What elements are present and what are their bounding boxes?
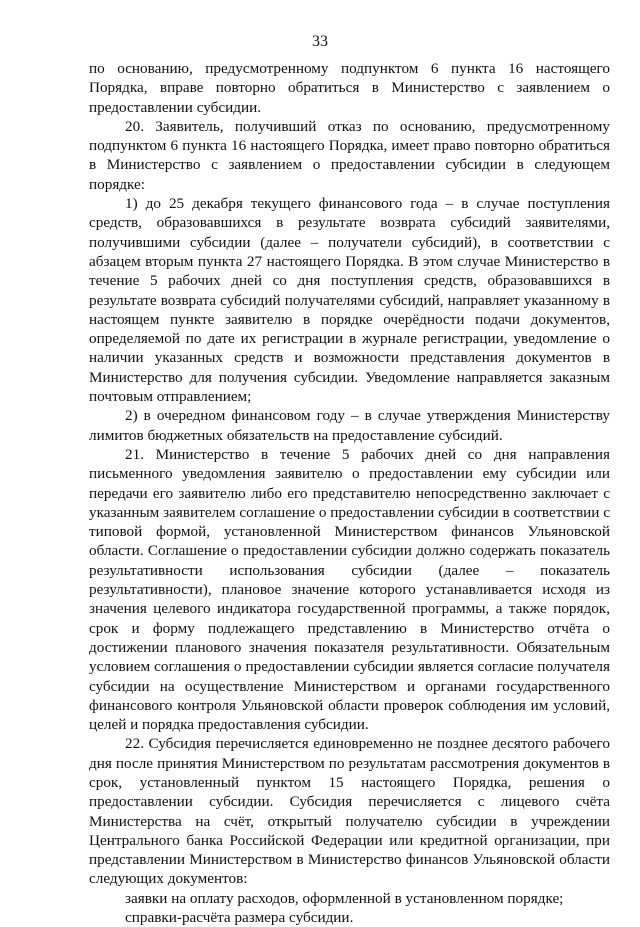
paragraph-subitem-1: 1) до 25 декабря текущего финансового года – в случае поступления средств, образовавшихся в результате возврата субсидий заявителями, получившими субсидии (далее – получатели субсидий), в соответствии с абзацем вторым пункта 27 настоящего Порядка. В этом случае Министерство в течение 5 рабочих дней со дня поступления средств, образовавшихся в результате возврата субсидий получателями субсидий, направляет указанному в настоящем пункте заявителю в порядке очерёдности подачи документов, определяемой по дате их регистрации в журнале регистрации, уведомление о наличии указанных средств и возможности представления документов в Министерство для получения субсидии. Уведомление направляется заказным почтовым отправлением; xyxy=(89,195,610,406)
list-item-subsidy-calculation: справки-расчёта размера субсидии. xyxy=(125,909,354,927)
list-item-payment-request: заявки на оплату расходов, оформленной в установленном порядке; xyxy=(125,889,564,907)
paragraph-item-21: 21. Министерство в течение 5 рабочих дней со дня направления письменного уведомления заявителю о предоставлении ему субсидии или передачи его заявителю либо его представителю непосредственно заключает с указанным заявителем соглашение о предоставлении субсидии в соответствии с типовой формой, установленной Министерством финансов Ульяновской области. Соглашение о предоставлении субсидии должно содержать показатель результативности использования субсидии (далее – показатель результативности), плановое значение которого устанавливается исходя из значения целевого индикатора государственной программы, а также порядок, срок и форму подлежащего представлению в Министерство отчёта о достижении планового значения показателя результативности. Обязательным условием соглашения о предоставлении субсидии является согласие получателя субсидии на осуществление Министерством и органами государственного финансового контроля Ульяновской области проверок соблюдения им условий, целей и порядка предоставления субсидии. xyxy=(89,445,610,734)
page-number: 33 xyxy=(312,33,328,50)
document-body xyxy=(89,59,610,927)
paragraph-subitem-2: 2) в очередном финансовом году – в случае утверждения Министерству лимитов бюджетных обязательств на предоставление субсидий. xyxy=(89,407,610,444)
paragraph-continuation: по основанию, предусмотренному подпунктом 6 пункта 16 настоящего Порядка, вправе повторно обратиться в Министерство с заявлением о предоставлении субсидии. xyxy=(89,60,610,116)
paragraph-item-22: 22. Субсидия перечисляется единовременно не позднее десятого рабочего дня после принятия Министерством по результатам рассмотрения документов в срок, установленный пунктом 15 настоящего Порядка, решения о предоставлении субсидии. Субсидия перечисляется с лицевого счёта Министерства на счёт, открытый получателю субсидии в учреждении Центрального банка Российской Федерации или кредитной организации, при представлении Министерством в Министерство финансов Ульяновской области следующих документов: xyxy=(89,735,610,888)
paragraph-item-20: 20. Заявитель, получивший отказ по основанию, предусмотренному подпунктом 6 пункта 16 настоящего Порядка, имеет право повторно обратиться в Министерство с заявлением о предоставлении субсидии в следующем порядке: xyxy=(89,117,610,193)
